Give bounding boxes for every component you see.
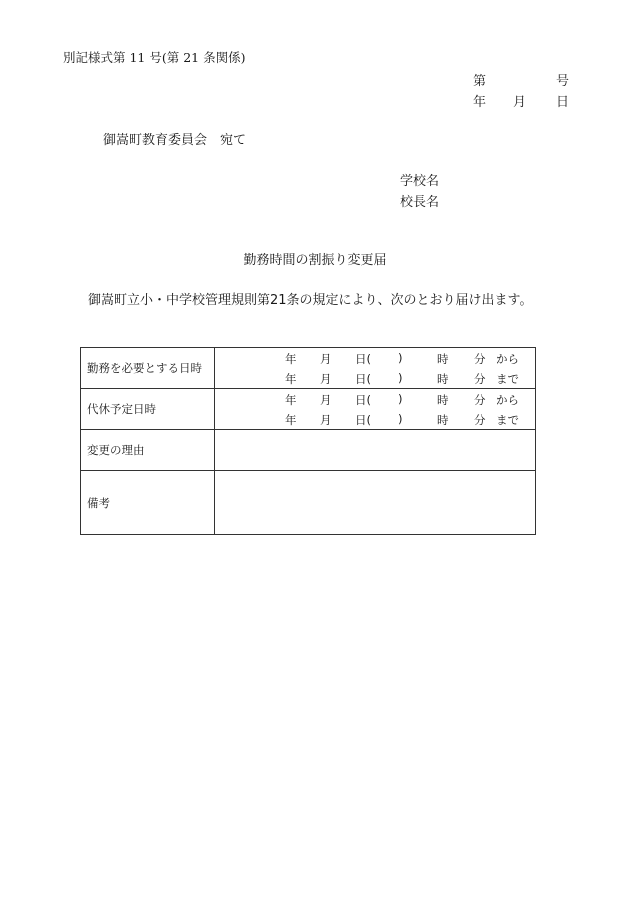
day-unit: 日( [355, 372, 371, 386]
hour-unit: 時 [437, 413, 449, 427]
day-unit: 日( [355, 393, 371, 407]
reason-field[interactable] [215, 430, 536, 471]
work-datetime-from [215, 348, 535, 368]
year-unit: 年 [285, 372, 297, 386]
compensatory-label: 代休予定日時 [81, 389, 215, 430]
day-unit: 日( [355, 413, 371, 427]
hour-unit: 時 [437, 393, 449, 407]
hour-unit: 時 [437, 352, 449, 366]
reason-label: 変更の理由 [81, 430, 215, 471]
hour-unit: 時 [437, 372, 449, 386]
from-text: から [496, 393, 519, 407]
paren-close: ) [398, 392, 403, 406]
document-number-line [0, 70, 630, 88]
compensatory-until [215, 409, 535, 429]
document-title: 勤務時間の割振り変更届 [243, 253, 387, 268]
minute-unit: 分 [474, 372, 486, 386]
month-unit: 月 [320, 352, 332, 366]
work-datetime-until [215, 368, 535, 388]
principal-name-label: 校長名 [400, 195, 440, 210]
table-row-remarks [81, 471, 536, 535]
month-unit: 月 [320, 372, 332, 386]
form-number-label: 別記様式第 11 号(第 21 条関係) [63, 50, 246, 65]
addressee: 御嵩町教育委員会 宛て [103, 133, 247, 148]
doc-number-dai: 第 [473, 74, 487, 89]
document-date-line [0, 91, 630, 109]
year-unit: 年 [285, 352, 297, 366]
compensatory-field[interactable] [215, 389, 536, 430]
work-datetime-field[interactable] [215, 348, 536, 389]
paren-close: ) [398, 371, 403, 385]
intro-statement: 御嵩町立小・中学校管理規則第21条の規定により、次のとおり届け出ます。 [88, 293, 533, 308]
month-unit: 月 [320, 413, 332, 427]
doc-number-go: 号 [556, 74, 570, 89]
table-row-compensatory [81, 389, 536, 430]
doc-date-month: 月 [513, 95, 527, 110]
form-table [80, 347, 536, 535]
minute-unit: 分 [474, 413, 486, 427]
minute-unit: 分 [474, 352, 486, 366]
from-text: から [496, 352, 519, 366]
year-unit: 年 [285, 413, 297, 427]
doc-date-year: 年 [473, 95, 487, 110]
until-text: まで [496, 413, 519, 427]
remarks-field[interactable] [215, 471, 536, 535]
compensatory-from [215, 389, 535, 409]
doc-date-day: 日 [556, 95, 570, 110]
minute-unit: 分 [474, 393, 486, 407]
work-datetime-label: 勤務を必要とする日時 [81, 348, 215, 389]
school-name-label: 学校名 [400, 174, 440, 189]
table-row-work-datetime [81, 348, 536, 389]
table-row-reason [81, 430, 536, 471]
month-unit: 月 [320, 393, 332, 407]
remarks-label: 備考 [81, 471, 215, 535]
day-unit: 日( [355, 352, 371, 366]
paren-close: ) [398, 412, 403, 426]
paren-close: ) [398, 351, 403, 365]
until-text: まで [496, 372, 519, 386]
year-unit: 年 [285, 393, 297, 407]
